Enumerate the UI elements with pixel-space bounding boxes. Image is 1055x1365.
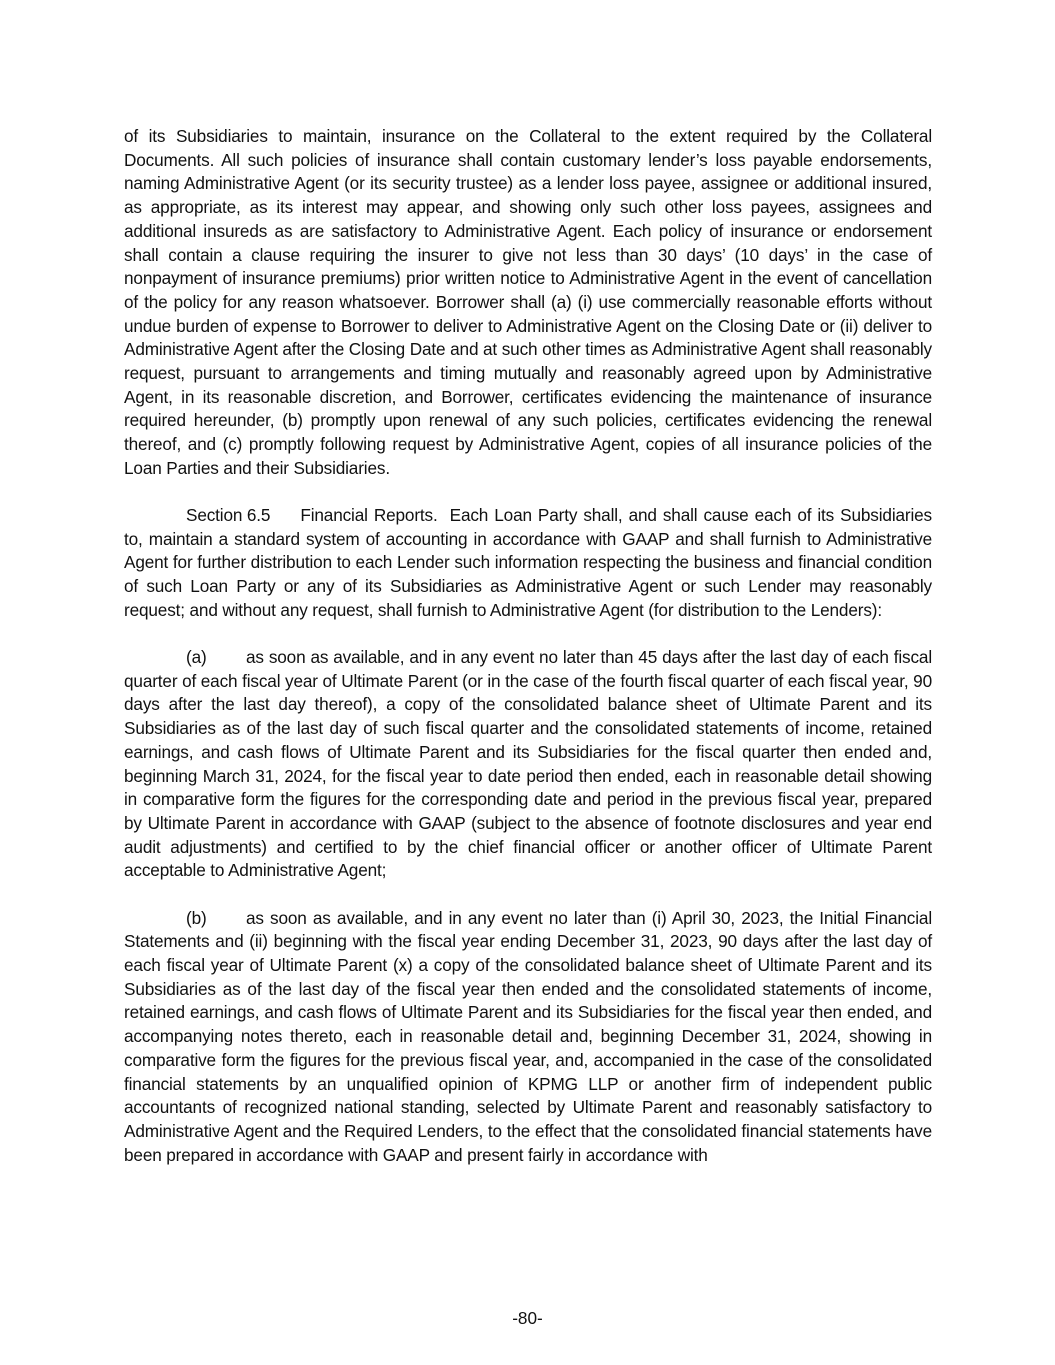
item-label: (b) [186,907,207,928]
section-number: Section 6.5 [186,505,271,526]
document-page [124,125,932,1167]
section-title: Financial Reports. [300,505,438,526]
item-text: as soon as available, and in any event no later than 45 days after the last day of each fiscal quarter of each fiscal year of Ultimate Parent (or in the case of the fourth fiscal quarter of each fiscal year, 90 days after the last day thereof), a copy of the consolidated balance sheet of Ultimate Parent and its Subsidiaries as of the last day of such fiscal quarter and the consolidated statements of income, retained earnings, and cash flows of Ultimate Parent and its Subsidiaries for the fiscal quarter then ended and, beginning March 31, 2024, for the fiscal year to date period then ended, each in reasonable detail showing in comparative form the figures for the corresponding date and period in the previous fiscal year, prepared by Ultimate Parent in accordance with GAAP (subject to the absence of footnote disclosures and year end audit adjustments) and certified to by the chief financial officer or another officer of Ultimate Parent acceptable to Administrative Agent; [124,647,932,881]
item-text: as soon as available, and in any event no later than (i) April 30, 2023, the Initial Financial Statements and (ii) beginning with the fiscal year ending December 31, 2023, 90 days after the last day of each fiscal year of Ultimate Parent (x) a copy of the consolidated balance sheet of Ultimate Parent and its Subsidiaries as of the last day of the fiscal year then ended and the consolidated statements of income, retained earnings, and cash flows of Ultimate Parent and its Subsidiaries for the fiscal year then ended, and accompanying notes thereto, each in reasonable detail and, beginning December 31, 2024, showing in comparative form the figures for the previous fiscal year, and, accompanied in the case of the consolidated financial statements by an unqualified opinion of KPMG LLP or another firm of independent public accountants of recognized national standing, selected by Ultimate Parent and reasonably satisfactory to Administrative Agent and the Required Lenders, to the effect that the consolidated financial statements have been prepared in accordance with GAAP and present fairly in accordance with [124,907,932,1165]
item-paragraph-a [124,646,932,883]
continuation-paragraph: of its Subsidiaries to maintain, insurance on the Collateral to the extent required by the Collateral Documents. All such policies of insurance shall contain customary lender’s loss payable endorsements, naming Administrative Agent (or its security trustee) as a lender loss payee, assignee or additional insured, as appropriate, as its interest may appear, and showing only such other loss payees, assignees and additional insureds as are satisfactory to Administrative Agent. Each policy of insurance or endorsement shall contain a clause requiring the insurer to give not less than 30 days’ (10 days’ in the case of nonpayment of insurance premiums) prior written notice to Administrative Agent in the event of cancellation of the policy for any reason whatsoever. Borrower shall (a) (i) use commercially reasonable efforts without undue burden of expense to Borrower to deliver to Administrative Agent on the Closing Date or (ii) deliver to Administrative Agent after the Closing Date and at such other times as Administrative Agent shall reasonably request, pursuant to arrangements and timing mutually and reasonably agreed upon by Administrative Agent, in its reasonable discretion, and Borrower, certificates evidencing the maintenance of insurance required hereunder, (b) promptly upon renewal of any such policies, certificates evidencing the renewal thereof, and (c) promptly following request by Administrative Agent, copies of all insurance policies of the Loan Parties and their Subsidiaries. [124,126,932,478]
item-paragraph-b [124,907,932,1168]
page-number: -80- [512,1308,543,1328]
section-text: Each Loan Party shall, and shall cause each of its Subsidiaries to, maintain a standard system of accounting in accordance with GAAP and shall furnish to Administrative Agent for further distribution to each Lender such information respecting the business and financial condition of such Loan Party or any of its Subsidiaries as Administrative Agent or such Lender may reasonably request; and without any request, shall furnish to Administrative Agent (for distribution to the Lenders): [124,505,932,620]
item-label: (a) [186,647,207,668]
section-paragraph [124,504,932,623]
